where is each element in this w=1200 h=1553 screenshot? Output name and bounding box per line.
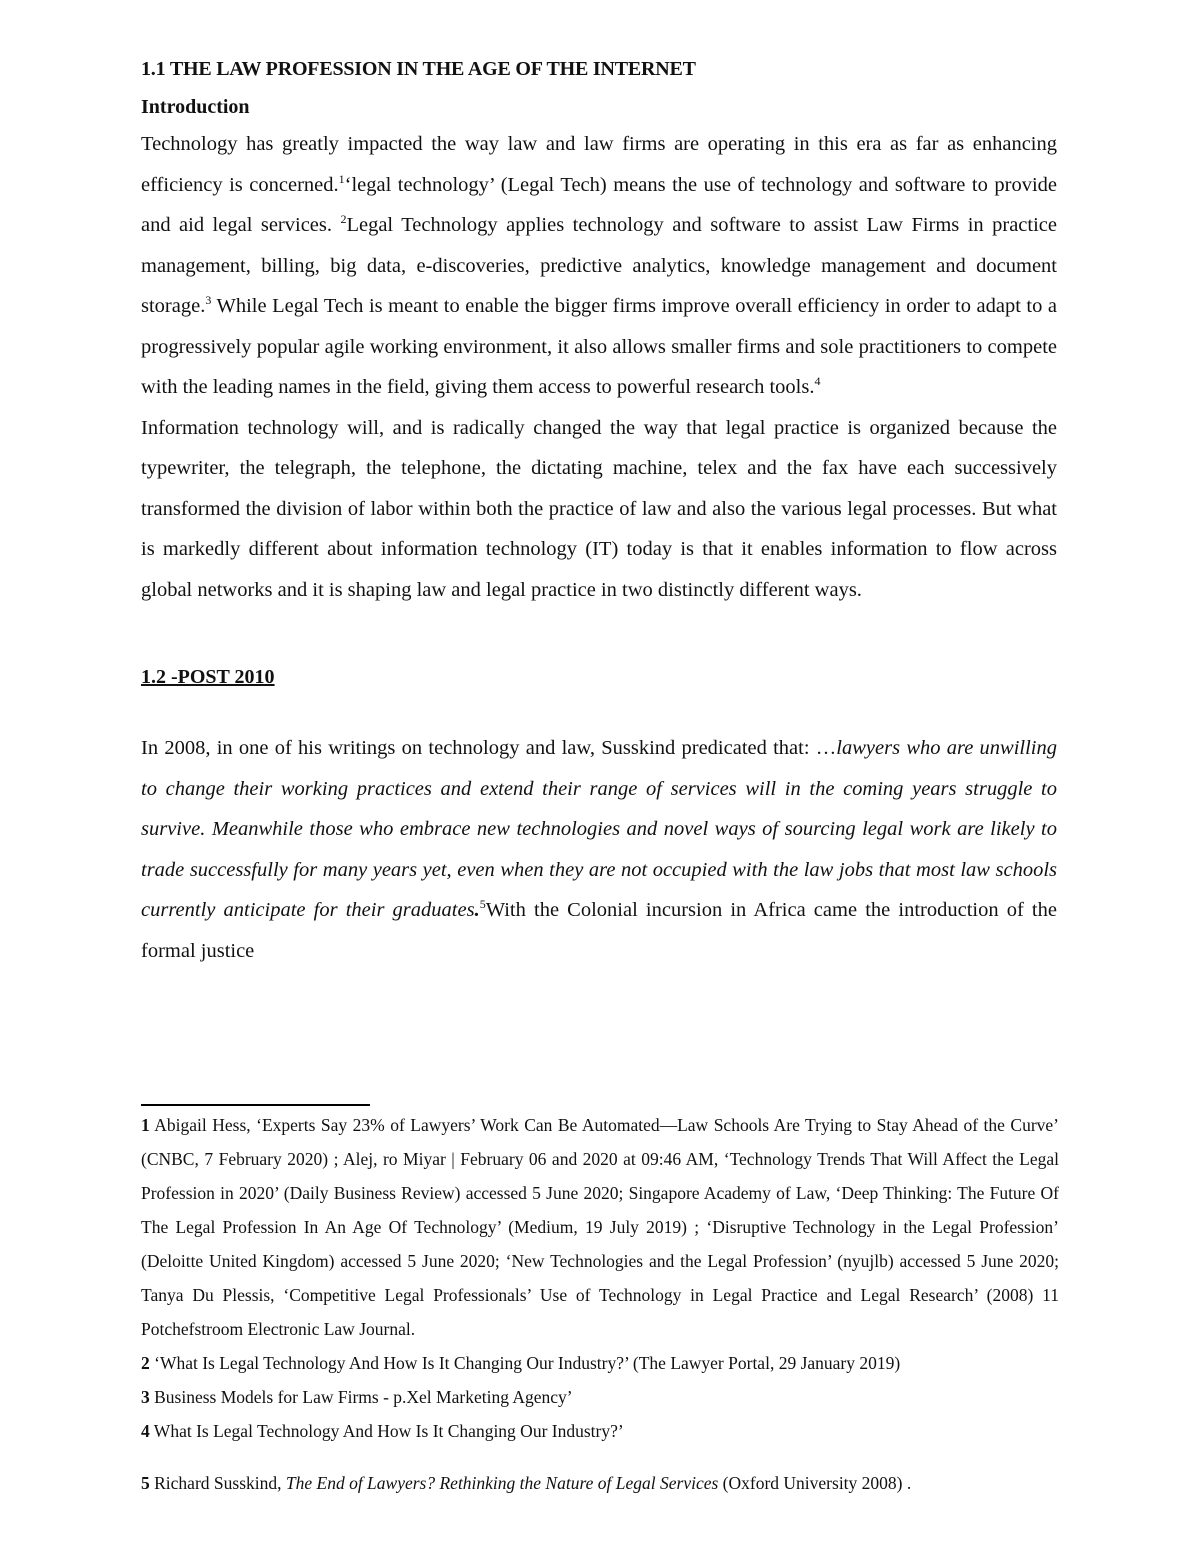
footnotes xyxy=(141,1108,1059,1500)
footnote-number: 3 xyxy=(141,1387,150,1407)
footnote-number: 4 xyxy=(141,1421,150,1441)
text-run: ‘legal technology’ (Legal Tech) means the use of technology and software to provide and aid legal services. xyxy=(141,173,1057,236)
footnote-ref-2[interactable]: 2 xyxy=(340,212,347,226)
text-run: Technology has greatly impacted the way law and law firms are operating in this era as far as enhancing efficiency is concerned. xyxy=(141,133,1057,196)
text-run: Legal Technology applies technology and software to assist Law Firms in practice management, billing, big data, e-discoveries, predictive analytics, knowledge management and document storage. xyxy=(141,214,1057,317)
section-1-title: 1.1 THE LAW PROFESSION IN THE AGE OF THE INTERNET xyxy=(141,58,696,80)
book-title: The End of Lawyers? Rethinking the Nature of Legal Services xyxy=(285,1473,719,1493)
footnote-ref-1[interactable]: 1 xyxy=(338,171,345,186)
text-run: With the Colonial incursion in Africa came the introduction of the formal justice xyxy=(141,899,1057,962)
footnote-text: ‘What Is Legal Technology And How Is It Changing Our Industry?’ (The Lawyer Portal, 29 January 2019) xyxy=(149,1353,901,1373)
footnote-text: What Is Legal Technology And How Is It Changing Our Industry?’ xyxy=(149,1421,624,1441)
post-2010-paragraph xyxy=(141,728,1057,971)
footnote-text: (Oxford University 2008) . xyxy=(718,1473,912,1493)
footnote-number: 1 xyxy=(141,1115,150,1135)
susskind-quote: lawyers who are unwilling to change their working practices and extend their range of services will in the coming years struggle to survive. Meanwhile those who embrace new technologies and novel ways of sourcing legal work are likely to trade successfully for many years yet, even when they are not occupied with the law jobs that most law schools currently anticipate for their graduates xyxy=(141,737,1057,921)
footnote-separator xyxy=(141,1104,370,1106)
footnote-1 xyxy=(141,1108,1059,1346)
footnote-2 xyxy=(141,1346,1059,1380)
footnote-3 xyxy=(141,1380,1059,1414)
footnote-text: Richard Susskind, xyxy=(149,1473,286,1493)
section-2-title: 1.2 -POST 2010 xyxy=(141,666,275,688)
text-run: In 2008, in one of his writings on technology and law, Susskind predicated that: … xyxy=(141,737,837,759)
text-run: While Legal Tech is meant to enable the bigger firms improve overall efficiency in order to adapt to a progressively popular agile working environment, it also allows smaller firms and sole practitioners to compete with the leading names in the field, giving them access to powerful research tools. xyxy=(141,295,1057,398)
footnote-number: 2 xyxy=(141,1353,150,1373)
footnote-text: Abigail Hess, ‘Experts Say 23% of Lawyers’ Work Can Be Automated—Law Schools Are Trying to Stay Ahead of the Curve’ (CNBC, 7 February 2020) ; Alej, ro Miyar | February 06 and 2020 at 09:46 AM, ‘Technology Trends That Will Affect the Legal Profession in 2020’ (Daily Business Review) accessed 5 June 2020; Singapore Academy of Law, ‘Deep Thinking: The Future Of The Legal Profession In An Age Of Technology’ (Medium, 19 July 2019) ; ‘Disruptive Technology in the Legal Profession’ (Deloitte United Kingdom) accessed 5 June 2020; ‘New Technologies and the Legal Profession’ (nyujlb) accessed 5 June 2020; Tanya Du Plessis, ‘Competitive Legal Professionals’ Use of Technology in Legal Practice and Legal Research’ (2008) 11 Potchefstroom Electronic Law Journal. xyxy=(141,1115,1059,1339)
intro-paragraph-1 xyxy=(141,124,1057,408)
footnote-ref-4[interactable]: 4 xyxy=(814,374,821,388)
footnote-text: Business Models for Law Firms - p.Xel Marketing Agency’ xyxy=(149,1387,573,1407)
footnote-number: 5 xyxy=(141,1473,150,1493)
quote-period: . xyxy=(474,899,480,921)
intro-paragraph-2: Information technology will, and is radically changed the way that legal practice is organized because the typewriter, the telegraph, the telephone, the dictating machine, telex and the fax have each successively transformed the division of labor within both the practice of law and also the various legal processes. But what is markedly different about information technology (IT) today is that it enables information to flow across global networks and it is shaping law and legal practice in two distinctly different ways. xyxy=(141,416,1057,601)
footnote-4 xyxy=(141,1414,1059,1448)
footnote-ref-3[interactable]: 3 xyxy=(205,293,212,307)
footnote-ref-5[interactable]: 5 xyxy=(479,897,486,911)
introduction-heading: Introduction xyxy=(141,96,250,118)
footnote-5 xyxy=(141,1466,1059,1500)
main-text xyxy=(141,56,1057,971)
